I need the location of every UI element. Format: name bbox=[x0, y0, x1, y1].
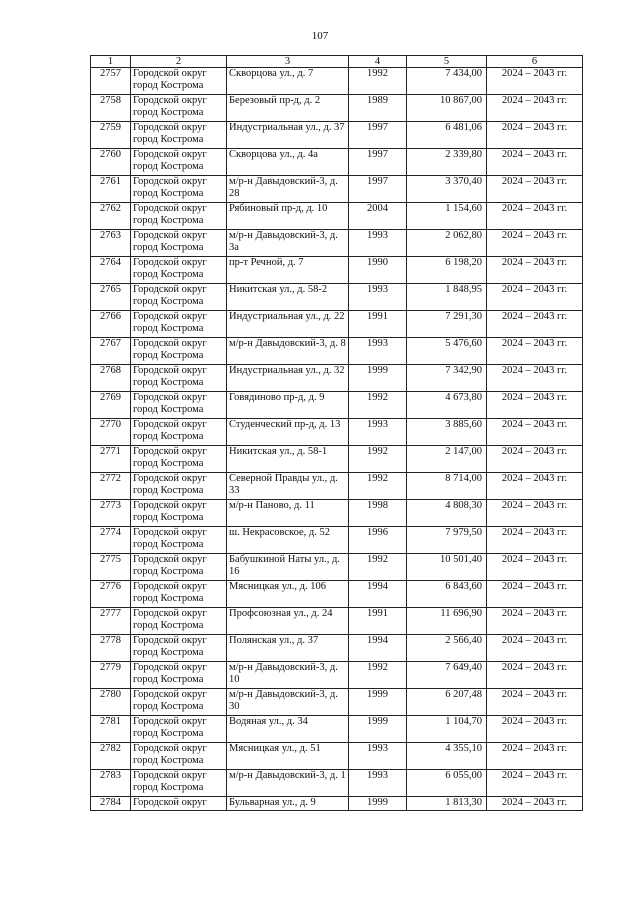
cell-address: Индустриальная ул., д. 32 bbox=[227, 365, 349, 392]
cell-period: 2024 – 2043 гг. bbox=[487, 635, 583, 662]
cell-address: Никитская ул., д. 58-1 bbox=[227, 446, 349, 473]
cell-period: 2024 – 2043 гг. bbox=[487, 662, 583, 689]
cell-district: Городской округ bbox=[131, 797, 227, 811]
cell-period: 2024 – 2043 гг. bbox=[487, 230, 583, 257]
cell-area: 7 649,40 bbox=[407, 662, 487, 689]
table-row bbox=[91, 392, 583, 419]
cell-area: 3 370,40 bbox=[407, 176, 487, 203]
table-row bbox=[91, 338, 583, 365]
cell-num: 2769 bbox=[91, 392, 131, 419]
table-row bbox=[91, 500, 583, 527]
cell-num: 2757 bbox=[91, 68, 131, 95]
table-row bbox=[91, 95, 583, 122]
cell-address: Полянская ул., д. 37 bbox=[227, 635, 349, 662]
cell-district: Городской округ город Кострома bbox=[131, 95, 227, 122]
cell-address: Профсоюзная ул., д. 24 bbox=[227, 608, 349, 635]
cell-period: 2024 – 2043 гг. bbox=[487, 554, 583, 581]
cell-period: 2024 – 2043 гг. bbox=[487, 743, 583, 770]
cell-district: Городской округ город Кострома bbox=[131, 716, 227, 743]
table-row bbox=[91, 176, 583, 203]
cell-num: 2777 bbox=[91, 608, 131, 635]
column-header: 1 bbox=[91, 56, 131, 68]
cell-year: 1991 bbox=[349, 608, 407, 635]
cell-num: 2782 bbox=[91, 743, 131, 770]
cell-year: 1992 bbox=[349, 554, 407, 581]
cell-address: Водяная ул., д. 34 bbox=[227, 716, 349, 743]
cell-address: Мясницкая ул., д. 51 bbox=[227, 743, 349, 770]
cell-district: Городской округ город Кострома bbox=[131, 203, 227, 230]
cell-district: Городской округ город Кострома bbox=[131, 68, 227, 95]
cell-num: 2775 bbox=[91, 554, 131, 581]
cell-address: Говядиново пр-д, д. 9 bbox=[227, 392, 349, 419]
cell-district: Городской округ город Кострома bbox=[131, 527, 227, 554]
cell-address: пр-т Речной, д. 7 bbox=[227, 257, 349, 284]
cell-year: 1993 bbox=[349, 419, 407, 446]
cell-district: Городской округ город Кострома bbox=[131, 473, 227, 500]
cell-num: 2765 bbox=[91, 284, 131, 311]
column-header: 2 bbox=[131, 56, 227, 68]
table-row bbox=[91, 446, 583, 473]
cell-num: 2774 bbox=[91, 527, 131, 554]
cell-period: 2024 – 2043 гг. bbox=[487, 95, 583, 122]
cell-num: 2783 bbox=[91, 770, 131, 797]
table-row bbox=[91, 365, 583, 392]
cell-area: 1 154,60 bbox=[407, 203, 487, 230]
cell-year: 1992 bbox=[349, 662, 407, 689]
table-row bbox=[91, 284, 583, 311]
cell-address: Никитская ул., д. 58-2 bbox=[227, 284, 349, 311]
table-row bbox=[91, 662, 583, 689]
cell-period: 2024 – 2043 гг. bbox=[487, 608, 583, 635]
cell-area: 2 339,80 bbox=[407, 149, 487, 176]
cell-address: Северной Правды ул., д. 33 bbox=[227, 473, 349, 500]
cell-district: Городской округ город Кострома bbox=[131, 662, 227, 689]
cell-address: Индустриальная ул., д. 37 bbox=[227, 122, 349, 149]
column-header: 5 bbox=[407, 56, 487, 68]
cell-year: 1999 bbox=[349, 716, 407, 743]
cell-address: Скворцова ул., д. 7 bbox=[227, 68, 349, 95]
table-row bbox=[91, 527, 583, 554]
cell-address: Рябиновый пр-д, д. 10 bbox=[227, 203, 349, 230]
cell-address: м/р-н Паново, д. 11 bbox=[227, 500, 349, 527]
cell-area: 7 342,90 bbox=[407, 365, 487, 392]
cell-period: 2024 – 2043 гг. bbox=[487, 311, 583, 338]
table-row bbox=[91, 608, 583, 635]
cell-num: 2778 bbox=[91, 635, 131, 662]
cell-district: Городской округ город Кострома bbox=[131, 743, 227, 770]
cell-area: 7 434,00 bbox=[407, 68, 487, 95]
cell-num: 2771 bbox=[91, 446, 131, 473]
cell-year: 1994 bbox=[349, 581, 407, 608]
cell-period: 2024 – 2043 гг. bbox=[487, 500, 583, 527]
cell-year: 1993 bbox=[349, 770, 407, 797]
cell-period: 2024 – 2043 гг. bbox=[487, 257, 583, 284]
cell-address: м/р-н Давыдовский-3, д. 10 bbox=[227, 662, 349, 689]
table-row bbox=[91, 716, 583, 743]
cell-year: 1999 bbox=[349, 797, 407, 811]
table-row bbox=[91, 230, 583, 257]
cell-num: 2763 bbox=[91, 230, 131, 257]
cell-num: 2764 bbox=[91, 257, 131, 284]
cell-district: Городской округ город Кострома bbox=[131, 338, 227, 365]
cell-year: 1990 bbox=[349, 257, 407, 284]
cell-year: 2004 bbox=[349, 203, 407, 230]
cell-period: 2024 – 2043 гг. bbox=[487, 716, 583, 743]
cell-area: 2 566,40 bbox=[407, 635, 487, 662]
cell-year: 1999 bbox=[349, 365, 407, 392]
cell-address: Березовый пр-д, д. 2 bbox=[227, 95, 349, 122]
table-row bbox=[91, 122, 583, 149]
cell-district: Городской округ город Кострома bbox=[131, 392, 227, 419]
cell-area: 4 673,80 bbox=[407, 392, 487, 419]
cell-area: 6 198,20 bbox=[407, 257, 487, 284]
cell-area: 10 867,00 bbox=[407, 95, 487, 122]
cell-num: 2781 bbox=[91, 716, 131, 743]
cell-num: 2762 bbox=[91, 203, 131, 230]
cell-period: 2024 – 2043 гг. bbox=[487, 149, 583, 176]
cell-address: м/р-н Давыдовский-3, д. 8 bbox=[227, 338, 349, 365]
cell-period: 2024 – 2043 гг. bbox=[487, 797, 583, 811]
cell-area: 5 476,60 bbox=[407, 338, 487, 365]
cell-area: 4 355,10 bbox=[407, 743, 487, 770]
cell-address: Мясницкая ул., д. 106 bbox=[227, 581, 349, 608]
cell-year: 1992 bbox=[349, 446, 407, 473]
cell-district: Городской округ город Кострома bbox=[131, 176, 227, 203]
cell-district: Городской округ город Кострома bbox=[131, 230, 227, 257]
cell-address: м/р-н Давыдовский-3, д. 1 bbox=[227, 770, 349, 797]
column-header: 3 bbox=[227, 56, 349, 68]
cell-area: 10 501,40 bbox=[407, 554, 487, 581]
cell-address: ш. Некрасовское, д. 52 bbox=[227, 527, 349, 554]
cell-address: Бабушкиной Наты ул., д. 16 bbox=[227, 554, 349, 581]
table-row bbox=[91, 797, 583, 811]
cell-district: Городской округ город Кострома bbox=[131, 500, 227, 527]
cell-year: 1994 bbox=[349, 635, 407, 662]
table-body bbox=[91, 68, 583, 811]
cell-num: 2767 bbox=[91, 338, 131, 365]
cell-year: 1993 bbox=[349, 338, 407, 365]
cell-area: 8 714,00 bbox=[407, 473, 487, 500]
page-number: 107 bbox=[311, 30, 329, 42]
cell-year: 1993 bbox=[349, 230, 407, 257]
cell-address: Студенческий пр-д, д. 13 bbox=[227, 419, 349, 446]
cell-address: Индустриальная ул., д. 22 bbox=[227, 311, 349, 338]
cell-period: 2024 – 2043 гг. bbox=[487, 473, 583, 500]
cell-num: 2766 bbox=[91, 311, 131, 338]
cell-address: м/р-н Давыдовский-3, д. 3а bbox=[227, 230, 349, 257]
cell-district: Городской округ город Кострома bbox=[131, 554, 227, 581]
cell-year: 1991 bbox=[349, 311, 407, 338]
table-row bbox=[91, 581, 583, 608]
cell-area: 6 843,60 bbox=[407, 581, 487, 608]
cell-year: 1993 bbox=[349, 743, 407, 770]
table-row bbox=[91, 419, 583, 446]
cell-district: Городской округ город Кострома bbox=[131, 284, 227, 311]
cell-period: 2024 – 2043 гг. bbox=[487, 338, 583, 365]
table-row bbox=[91, 311, 583, 338]
cell-period: 2024 – 2043 гг. bbox=[487, 203, 583, 230]
cell-address: м/р-н Давыдовский-3, д. 28 bbox=[227, 176, 349, 203]
cell-district: Городской округ город Кострома bbox=[131, 122, 227, 149]
cell-district: Городской округ город Кострома bbox=[131, 257, 227, 284]
cell-area: 2 147,00 bbox=[407, 446, 487, 473]
cell-num: 2773 bbox=[91, 500, 131, 527]
cell-district: Городской округ город Кострома bbox=[131, 689, 227, 716]
cell-year: 1999 bbox=[349, 689, 407, 716]
column-header: 6 bbox=[487, 56, 583, 68]
cell-year: 1997 bbox=[349, 122, 407, 149]
cell-period: 2024 – 2043 гг. bbox=[487, 527, 583, 554]
cell-period: 2024 – 2043 гг. bbox=[487, 770, 583, 797]
cell-period: 2024 – 2043 гг. bbox=[487, 365, 583, 392]
cell-num: 2758 bbox=[91, 95, 131, 122]
table-row bbox=[91, 554, 583, 581]
cell-period: 2024 – 2043 гг. bbox=[487, 581, 583, 608]
cell-area: 11 696,90 bbox=[407, 608, 487, 635]
cell-num: 2760 bbox=[91, 149, 131, 176]
cell-num: 2784 bbox=[91, 797, 131, 811]
table-row bbox=[91, 149, 583, 176]
table-row bbox=[91, 473, 583, 500]
cell-year: 1997 bbox=[349, 149, 407, 176]
cell-area: 6 481,06 bbox=[407, 122, 487, 149]
cell-area: 7 291,30 bbox=[407, 311, 487, 338]
cell-district: Городской округ город Кострома bbox=[131, 311, 227, 338]
table-row bbox=[91, 68, 583, 95]
cell-district: Городской округ город Кострома bbox=[131, 419, 227, 446]
cell-area: 3 885,60 bbox=[407, 419, 487, 446]
cell-period: 2024 – 2043 гг. bbox=[487, 284, 583, 311]
cell-period: 2024 – 2043 гг. bbox=[487, 176, 583, 203]
cell-period: 2024 – 2043 гг. bbox=[487, 419, 583, 446]
table-row bbox=[91, 635, 583, 662]
cell-district: Городской округ город Кострома bbox=[131, 446, 227, 473]
cell-num: 2779 bbox=[91, 662, 131, 689]
cell-district: Городской округ город Кострома bbox=[131, 770, 227, 797]
cell-area: 7 979,50 bbox=[407, 527, 487, 554]
cell-num: 2772 bbox=[91, 473, 131, 500]
cell-num: 2780 bbox=[91, 689, 131, 716]
cell-area: 6 207,48 bbox=[407, 689, 487, 716]
cell-area: 1 848,95 bbox=[407, 284, 487, 311]
cell-district: Городской округ город Кострома bbox=[131, 581, 227, 608]
cell-period: 2024 – 2043 гг. bbox=[487, 122, 583, 149]
table-row bbox=[91, 770, 583, 797]
cell-address: м/р-н Давыдовский-3, д. 30 bbox=[227, 689, 349, 716]
table-row bbox=[91, 203, 583, 230]
cell-num: 2759 bbox=[91, 122, 131, 149]
cell-address: Бульварная ул., д. 9 bbox=[227, 797, 349, 811]
cell-address: Скворцова ул., д. 4а bbox=[227, 149, 349, 176]
table-row bbox=[91, 689, 583, 716]
cell-year: 1992 bbox=[349, 68, 407, 95]
table-row bbox=[91, 743, 583, 770]
cell-year: 1992 bbox=[349, 392, 407, 419]
cell-num: 2770 bbox=[91, 419, 131, 446]
cell-year: 1993 bbox=[349, 284, 407, 311]
cell-num: 2768 bbox=[91, 365, 131, 392]
cell-period: 2024 – 2043 гг. bbox=[487, 446, 583, 473]
column-header: 4 bbox=[349, 56, 407, 68]
cell-period: 2024 – 2043 гг. bbox=[487, 689, 583, 716]
cell-year: 1992 bbox=[349, 473, 407, 500]
cell-area: 1 104,70 bbox=[407, 716, 487, 743]
table-row bbox=[91, 257, 583, 284]
cell-district: Городской округ город Кострома bbox=[131, 635, 227, 662]
cell-year: 1996 bbox=[349, 527, 407, 554]
cell-year: 1997 bbox=[349, 176, 407, 203]
cell-year: 1998 bbox=[349, 500, 407, 527]
cell-num: 2776 bbox=[91, 581, 131, 608]
cell-year: 1989 bbox=[349, 95, 407, 122]
housing-table bbox=[90, 55, 583, 811]
cell-district: Городской округ город Кострома bbox=[131, 608, 227, 635]
cell-area: 4 808,30 bbox=[407, 500, 487, 527]
cell-num: 2761 bbox=[91, 176, 131, 203]
cell-district: Городской округ город Кострома bbox=[131, 149, 227, 176]
cell-district: Городской округ город Кострома bbox=[131, 365, 227, 392]
cell-area: 6 055,00 bbox=[407, 770, 487, 797]
cell-period: 2024 – 2043 гг. bbox=[487, 392, 583, 419]
cell-period: 2024 – 2043 гг. bbox=[487, 68, 583, 95]
table-header-row bbox=[91, 56, 583, 68]
cell-area: 1 813,30 bbox=[407, 797, 487, 811]
cell-area: 2 062,80 bbox=[407, 230, 487, 257]
